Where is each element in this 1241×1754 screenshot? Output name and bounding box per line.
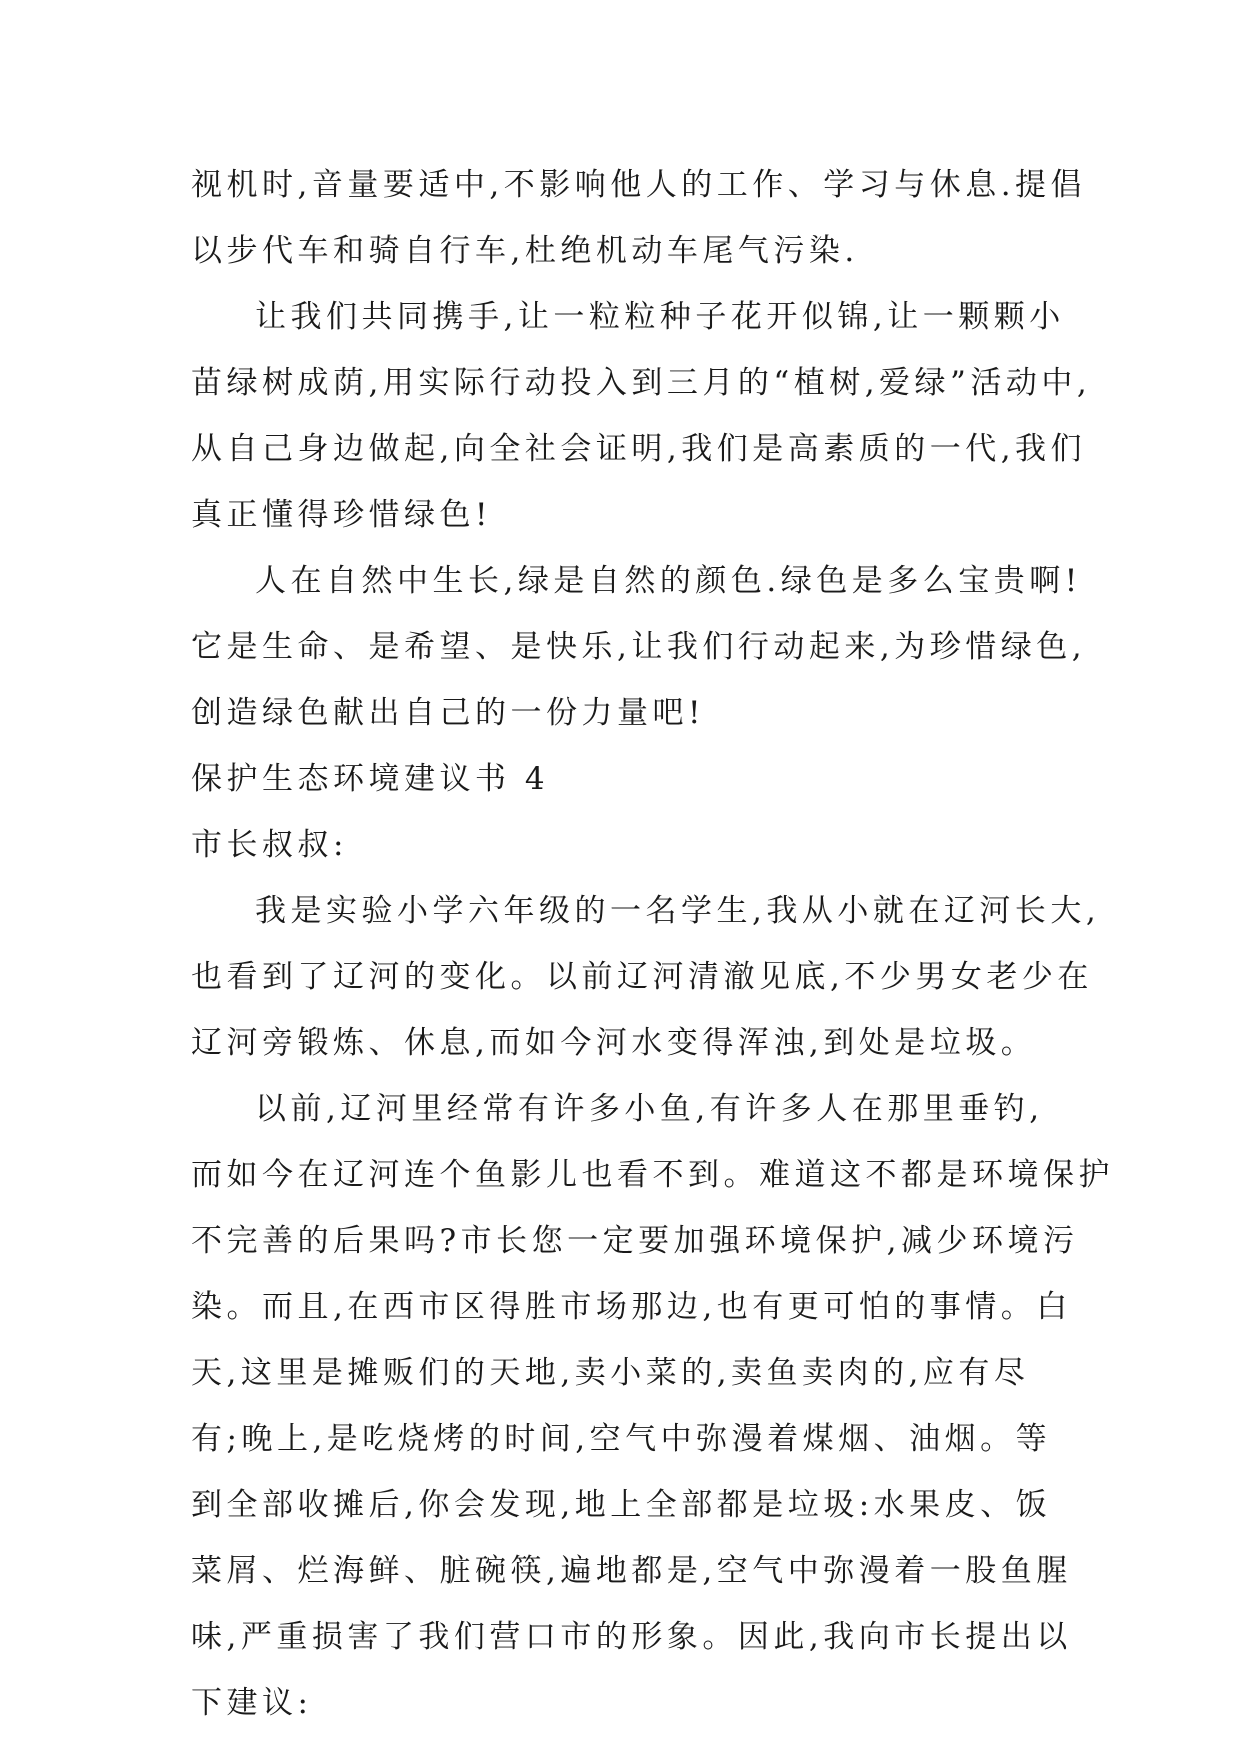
text-line: 菜屑、烂海鲜、脏碗筷,遍地都是,空气中弥漫着一股鱼腥 — [191, 1553, 1072, 1589]
text-line: 也看到了辽河的变化。以前辽河清澈见底,不少男女老少在 — [191, 959, 1093, 995]
text-line: 辽河旁锻炼、休息,而如今河水变得浑浊,到处是垃圾。 — [191, 1025, 1037, 1061]
text-line: 让我们共同携手,让一粒粒种子花开似锦,让一颗颗小 — [255, 299, 1065, 335]
text-line: 视机时,音量要适中,不影响他人的工作、学习与休息.提倡 — [191, 167, 1087, 203]
salutation: 市长叔叔: — [191, 827, 348, 863]
text-line: 下建议: — [191, 1685, 313, 1721]
document-body — [191, 152, 1114, 1736]
text-line: 苗绿树成荫,用实际行动投入到三月的“植树,爱绿”活动中, — [191, 365, 1092, 401]
text-line: 以前,辽河里经常有许多小鱼,有许多人在那里垂钓, — [255, 1091, 1044, 1127]
text-line: 染。而且,在西市区得胜市场那边,也有更可怕的事情。白 — [191, 1289, 1072, 1325]
text-line: 创造绿色献出自己的一份力量吧! — [191, 695, 705, 731]
text-line: 人在自然中生长,绿是自然的颜色.绿色是多么宝贵啊! — [255, 563, 1082, 599]
text-line: 它是生命、是希望、是快乐,让我们行动起来,为珍惜绿色, — [191, 629, 1087, 665]
text-line: 以步代车和骑自行车,杜绝机动车尾气污染. — [191, 233, 859, 269]
text-line: 我是实验小学六年级的一名学生,我从小就在辽河长大, — [255, 893, 1101, 929]
text-line: 味,严重损害了我们营口市的形象。因此,我向市长提出以 — [191, 1619, 1072, 1655]
text-line: 到全部收摊后,你会发现,地上全部都是垃圾:水果皮、饭 — [191, 1487, 1052, 1523]
text-line: 从自己身边做起,向全社会证明,我们是高素质的一代,我们 — [191, 431, 1087, 467]
text-line: 不完善的后果吗?市长您一定要加强环境保护,减少环境污 — [191, 1223, 1079, 1259]
section-heading: 保护生态环境建议书 4 — [191, 761, 550, 797]
text-line: 而如今在辽河连个鱼影儿也看不到。难道这不都是环境保护 — [191, 1157, 1114, 1193]
text-line: 真正懂得珍惜绿色! — [191, 497, 492, 533]
text-line: 有;晚上,是吃烧烤的时间,空气中弥漫着煤烟、油烟。等 — [191, 1421, 1052, 1457]
text-line: 天,这里是摊贩们的天地,卖小菜的,卖鱼卖肉的,应有尽 — [191, 1355, 1030, 1391]
